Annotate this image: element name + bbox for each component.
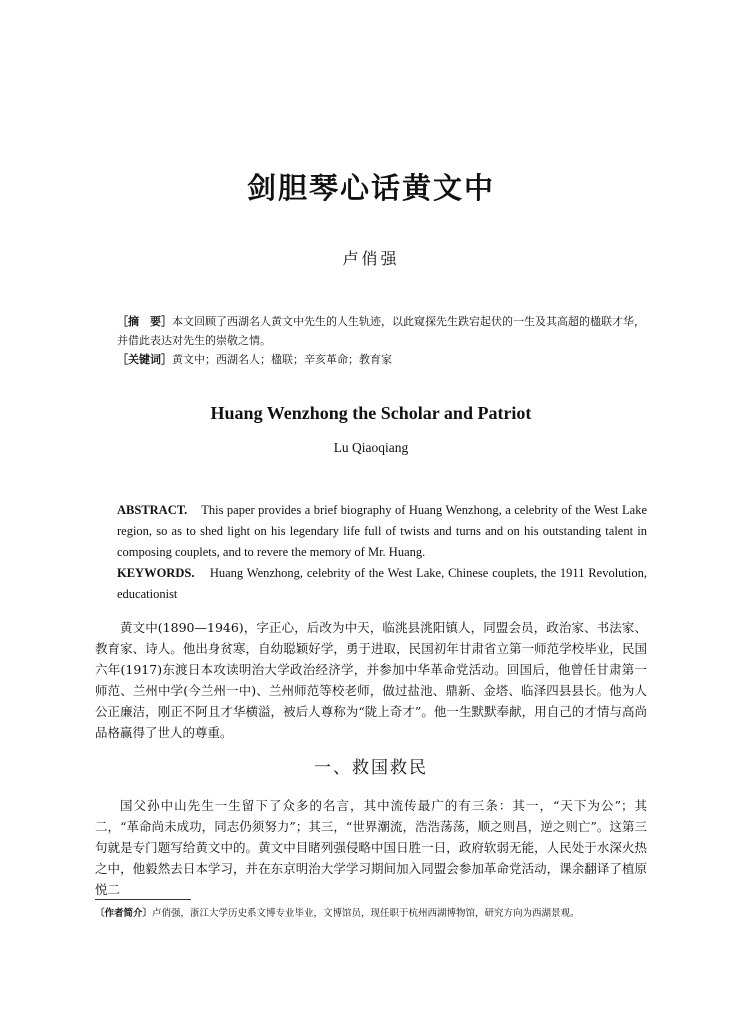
footnote-divider [95,899,191,900]
english-abstract-paragraph [95,500,647,563]
intro-paragraph: 黄文中(1890—1946)，字正心，后改为中天，临洮县洮阳镇人，同盟会员，政治家、书法家、教育家、诗人。他出身贫寒，自幼聪颖好学，勇于进取，民国初年甘肃省立第一师范学校毕业，民国六年(1917)东渡日本攻读明治大学政治经济学，并参加中华革命党活动。回国后，他曾任甘肃第一师范、兰州中学(今兰州一中)、兰州师范等校老师，做过盐池、鼎新、金塔、临泽四县县长。他为人公正廉洁，刚正不阿且才华横溢，被后人尊称为“陇上奇才”。他一生默默奉献，用自己的才情与高尚品格赢得了世人的尊重。 [95,620,647,740]
chinese-abstract-paragraph [95,312,647,350]
section-heading: 一、救国救民 [314,758,428,778]
section-body [95,795,647,900]
english-author: Lu Qiaoqiang [333,440,409,455]
keywords-text: 黄文中；西湖名人；楹联；辛亥革命；教育家 [172,353,392,366]
abstract-text: 本文回顾了西湖名人黄文中先生的人生轨迹，以此窥探先生跌宕起伏的一生及其高超的楹联才华，并借此表达对先生的崇敬之情。 [117,315,645,347]
abstract-label: ［摘 要］ [117,315,172,328]
author-footnote [95,906,647,921]
english-abstract-label: ABSTRACT. [117,503,188,517]
keywords-label: ［关键词］ [117,353,172,366]
english-abstract [95,500,647,605]
footnote-label: 〔作者简介〕 [95,908,153,919]
author-name: 卢俏强 [342,249,400,268]
english-abstract-text: This paper provides a brief biography of Huang Wenzhong, a celebrity of the West Lake region, so as to shed light on his legendary life full of twists and turns and on his outstanding talent in composing couplets, and to revere the memory of Mr. Huang. [117,503,647,559]
english-keywords-label: KEYWORDS. [117,566,195,580]
english-title: Huang Wenzhong the Scholar and Patriot [210,403,532,423]
section-paragraph: 国父孙中山先生一生留下了众多的名言，其中流传最广的有三条：其一，“天下为公”；其二，“革命尚未成功，同志仍须努力”；其三，“世界潮流，浩浩荡荡，顺之则昌，逆之则亡”。这第三句就是专门题写给黄文中的。黄文中目睹列强侵略中国日胜一日，政府软弱无能，人民处于水深火热之中，他毅然去日本学习，并在东京明治大学学习期间加入同盟会参加革命党活动，课余翻译了植原悦二 [95,798,647,897]
footnote-text: 卢俏强，浙江大学历史系文博专业毕业，文博馆员，现任职于杭州西湖博物馆，研究方向为西湖景观。 [152,908,580,919]
english-keywords-paragraph [95,563,647,605]
english-keywords-text: Huang Wenzhong, celebrity of the West Lake, Chinese couplets, the 1911 Revolution, educationist [117,566,647,601]
chinese-keywords-paragraph [95,350,647,369]
intro-section [95,617,647,743]
article-title: 剑胆琴心话黄文中 [246,171,495,205]
chinese-abstract [95,312,647,369]
